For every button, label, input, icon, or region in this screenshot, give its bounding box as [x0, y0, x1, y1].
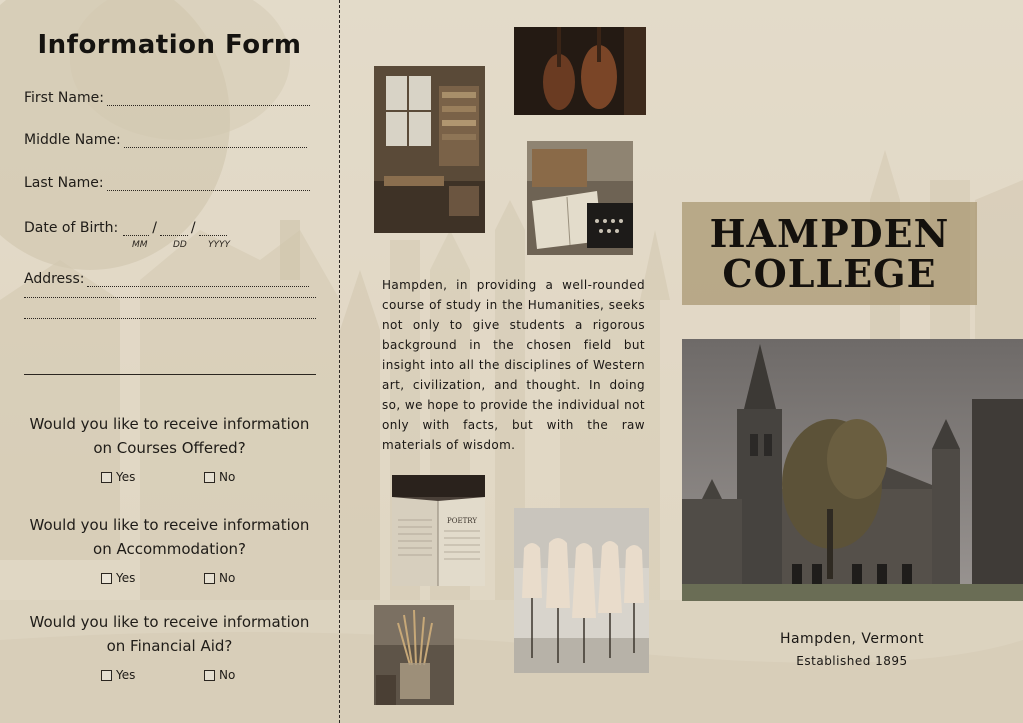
option-label: No	[219, 470, 236, 484]
question-text: on Accommodation?	[93, 540, 246, 558]
question-courses	[0, 412, 339, 460]
middle-name-field[interactable]	[24, 132, 307, 148]
question-text: on Courses Offered?	[93, 439, 246, 457]
last-name-line[interactable]	[107, 177, 310, 191]
cover-title-line1: HAMPDEN	[709, 210, 950, 256]
first-name-line[interactable]	[107, 92, 310, 106]
violin-photo	[514, 27, 646, 115]
dob-day-line[interactable]	[160, 222, 188, 236]
last-name-field[interactable]	[24, 175, 310, 191]
college-building-photo	[682, 339, 1023, 601]
address-line[interactable]	[24, 297, 316, 298]
checkbox-icon[interactable]	[101, 472, 112, 483]
description-text: Hampden, in providing a well-rounded course of study in the Humanities, seeks not only to give students a rigorous background in the chosen field but insight into all the disciplines of Western art, civilization, and thought. In doing so, we hope to provide the individual not only with facts, but with the raw materials of wisdom.	[382, 278, 645, 452]
fold-line	[339, 0, 340, 723]
dob-label: Date of Birth:	[24, 220, 119, 236]
last-name-label: Last Name:	[24, 175, 104, 191]
dob-month-hint: MM	[132, 240, 148, 250]
question-text: Would you like to receive information	[29, 415, 310, 433]
book-typewriter-photo	[527, 141, 633, 255]
address-line[interactable]	[24, 318, 316, 319]
question-text: Would you like to receive information	[29, 516, 310, 534]
cover-title-line2: COLLEGE	[722, 250, 937, 296]
form-title: Information Form	[37, 30, 302, 60]
address-line[interactable]	[87, 273, 309, 287]
cover-established: Established 1895	[796, 654, 908, 668]
option-label: No	[219, 668, 236, 682]
option-label: Yes	[116, 668, 136, 682]
dob-separator: /	[152, 220, 157, 236]
option-label: Yes	[116, 571, 136, 585]
financial-aid-no-option[interactable]	[204, 668, 235, 682]
dob-year-line[interactable]	[199, 222, 227, 236]
checkbox-icon[interactable]	[204, 573, 215, 584]
paint-brushes-photo	[374, 605, 454, 705]
question-accommodation	[0, 513, 339, 561]
option-label: No	[219, 571, 236, 585]
dob-month-line[interactable]	[123, 222, 149, 236]
checkbox-icon[interactable]	[101, 670, 112, 681]
dob-day-hint: DD	[173, 240, 187, 250]
courses-no-option[interactable]	[204, 470, 235, 484]
accommodation-no-option[interactable]	[204, 571, 235, 585]
poetry-book-word: POETRY	[447, 517, 477, 525]
cover-title-box	[682, 202, 977, 305]
middle-name-line[interactable]	[124, 134, 307, 148]
first-name-field[interactable]	[24, 90, 310, 106]
checkbox-icon[interactable]	[204, 472, 215, 483]
divider	[24, 374, 316, 375]
dob-separator: /	[190, 220, 196, 236]
courses-yes-option[interactable]	[101, 470, 135, 484]
question-financial-aid	[0, 610, 339, 658]
dress-forms-photo	[514, 508, 649, 673]
address-label: Address:	[24, 271, 85, 287]
dob-field[interactable]	[24, 220, 227, 236]
question-text: Would you like to receive information	[29, 613, 310, 631]
poetry-book-photo	[392, 475, 485, 586]
question-text: on Financial Aid?	[106, 637, 233, 655]
accommodation-yes-option[interactable]	[101, 571, 135, 585]
financial-aid-yes-option[interactable]	[101, 668, 135, 682]
dob-year-hint: YYYY	[208, 240, 230, 250]
library-photo	[374, 66, 485, 233]
first-name-label: First Name:	[24, 90, 104, 106]
checkbox-icon[interactable]	[204, 670, 215, 681]
checkbox-icon[interactable]	[101, 573, 112, 584]
middle-name-label: Middle Name:	[24, 132, 121, 148]
option-label: Yes	[116, 470, 136, 484]
address-field[interactable]	[24, 271, 309, 287]
cover-location: Hampden, Vermont	[779, 631, 925, 647]
